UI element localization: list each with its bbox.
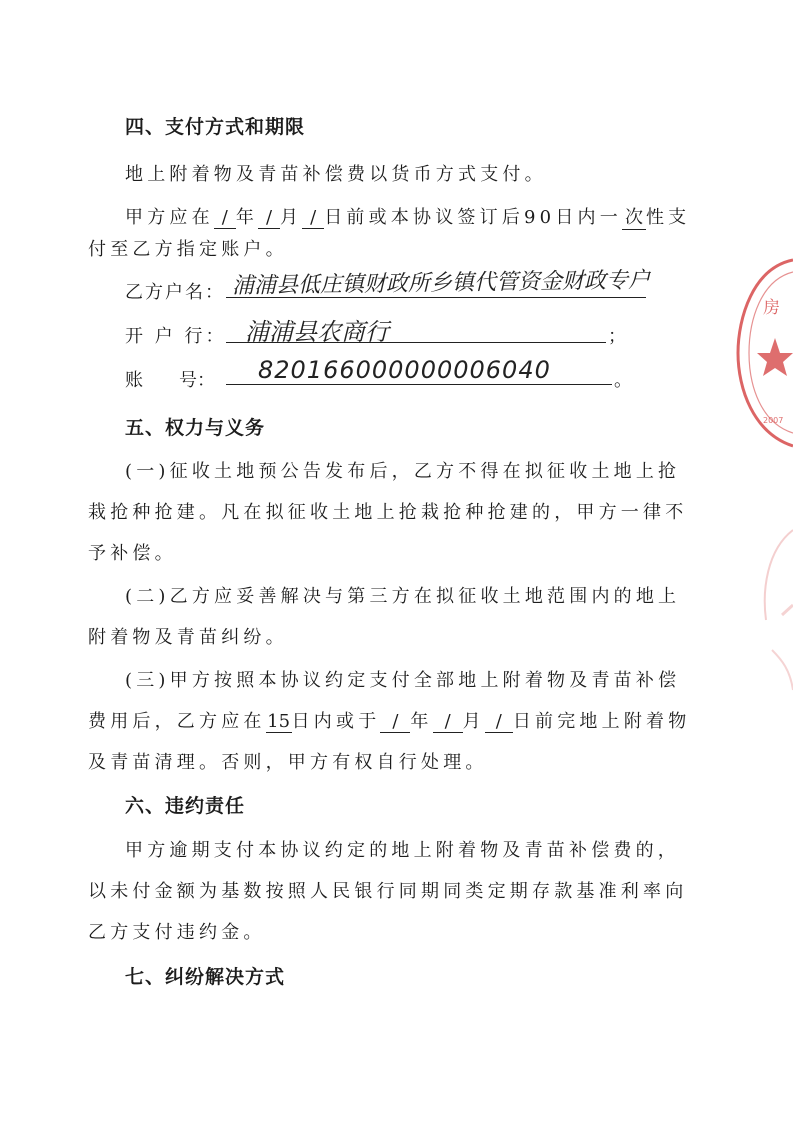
item-1-line-1: (一)征收土地预公告发布后，乙方不得在拟征收土地上抢 bbox=[125, 461, 681, 482]
item-3-line-3: 及青苗清理。否则，甲方有权自行处理。 bbox=[88, 752, 488, 773]
section-heading-payment: 四、支付方式和期限 bbox=[125, 116, 306, 138]
month-fill: / bbox=[258, 207, 280, 229]
paragraph-payment-method: 地上附着物及青苗补偿费以货币方式支付。 bbox=[125, 164, 547, 185]
section-heading-dispute: 七、纠纷解决方式 bbox=[125, 966, 286, 988]
item-2-line-1: (二)乙方应妥善解决与第三方在拟征收土地范围内的地上 bbox=[125, 586, 681, 607]
item-1-line-3: 予补偿。 bbox=[88, 543, 177, 564]
clear-year-fill: / bbox=[380, 711, 410, 733]
account-number-underline bbox=[226, 384, 612, 385]
day-fill: / bbox=[302, 207, 324, 229]
clear-days-fill: 15 bbox=[267, 711, 291, 732]
faint-seal-bleed bbox=[752, 520, 793, 700]
days-value: 90 bbox=[524, 207, 556, 228]
account-name-handwritten: 浦浦县低庄镇财政所乡镇代管资金财政专户 bbox=[231, 268, 651, 299]
item-1-line-2: 栽抢种抢建。凡在拟征收土地上抢栽抢种抢建的，甲方一律不 bbox=[88, 502, 688, 523]
section-heading-rights: 五、权力与义务 bbox=[125, 417, 266, 439]
liability-line-3: 乙方支付违约金。 bbox=[88, 922, 266, 943]
bank-handwritten: 浦浦县农商行 bbox=[245, 318, 389, 346]
section-heading-liability: 六、违约责任 bbox=[125, 795, 246, 817]
item-3-line-1: (三)甲方按照本协议约定支付全部地上附着物及青苗补偿 bbox=[125, 670, 681, 691]
account-number-handwritten: 820166000000006040 bbox=[258, 356, 551, 384]
account-number-end-punct: 。 bbox=[614, 370, 632, 391]
seal-char-top: 房 bbox=[763, 298, 780, 318]
bank-label: 开 户 行： bbox=[125, 326, 227, 347]
seal-year: 2007 bbox=[763, 416, 784, 425]
clear-month-fill: / bbox=[433, 711, 463, 733]
bank-underline bbox=[226, 342, 606, 343]
liability-line-1: 甲方逾期支付本协议约定的地上附着物及青苗补偿费的， bbox=[125, 840, 680, 861]
seal-star-icon bbox=[757, 338, 793, 376]
partial-seal-stamp bbox=[733, 258, 793, 448]
account-name-label: 乙方户名： bbox=[125, 282, 225, 303]
bank-end-punct: ； bbox=[608, 326, 626, 347]
item-3-line-2: 费用后，乙方应在15日内或于 / 年 / 月 / 日前完地上附着物 bbox=[88, 711, 691, 732]
item-2-line-2: 附着物及青苗纠纷。 bbox=[88, 627, 288, 648]
clear-day-fill: / bbox=[485, 711, 513, 733]
account-name-underline bbox=[226, 297, 646, 298]
times-fill: 次 bbox=[622, 203, 646, 230]
liability-line-2: 以未付金额为基数按照人民银行同期同类定期存款基准利率向 bbox=[88, 881, 688, 902]
paragraph-payment-deadline-cont: 付至乙方指定账户。 bbox=[88, 239, 288, 260]
paragraph-payment-deadline: 甲方应在 / 年 / 月 / 日前或本协议签订后90日内一 次 性支 bbox=[125, 203, 690, 230]
year-fill: / bbox=[214, 207, 236, 229]
account-number-label: 账 号： bbox=[125, 370, 215, 391]
